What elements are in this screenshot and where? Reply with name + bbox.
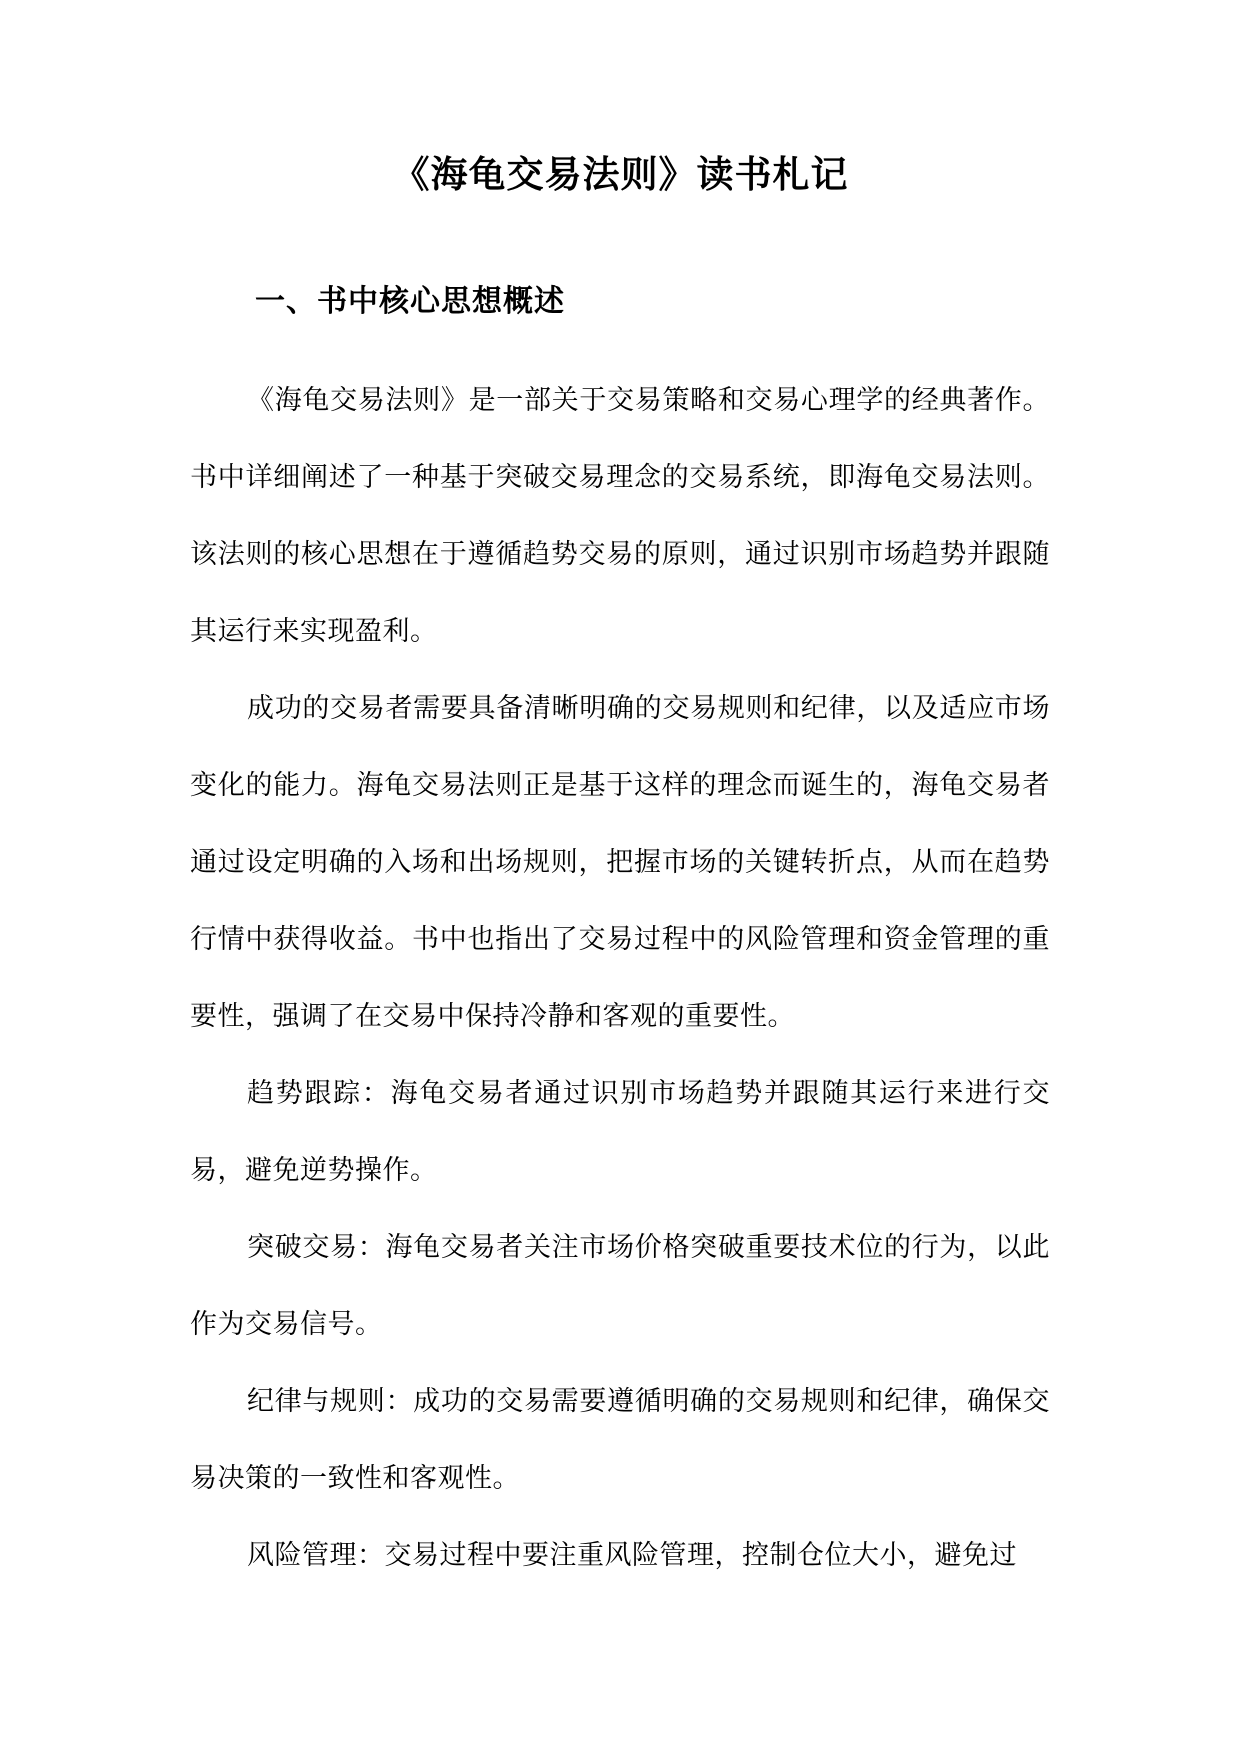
paragraph-discipline: 纪律与规则：成功的交易需要遵循明确的交易规则和纪律，确保交易决策的一致性和客观性。	[190, 1386, 1050, 1494]
paragraph-intro: 《海龟交易法则》是一部关于交易策略和交易心理学的经典著作。书中详细阐述了一种基于突破交易理念的交易系统，即海龟交易法则。该法则的核心思想在于遵循趋势交易的原则，通过识别市场趋势并跟随其运行来实现盈利。	[190, 385, 1050, 647]
paragraph-risk: 风险管理：交易过程中要注重风险管理，控制仓位大小，避免过	[247, 1540, 1017, 1571]
body-text	[190, 362, 1050, 1594]
paragraph-breakout: 突破交易：海龟交易者关注市场价格突破重要技术位的行为，以此作为交易信号。	[190, 1232, 1050, 1340]
section-heading: 一、书中核心思想概述	[255, 284, 565, 319]
page-title: 《海龟交易法则》读书札记	[392, 153, 849, 196]
paragraph-trend-following: 趋势跟踪：海龟交易者通过识别市场趋势并跟随其运行来进行交易，避免逆势操作。	[190, 1078, 1050, 1186]
paragraph-success: 成功的交易者需要具备清晰明确的交易规则和纪律，以及适应市场变化的能力。海龟交易法则正是基于这样的理念而诞生的，海龟交易者通过设定明确的入场和出场规则，把握市场的关键转折点，从而在趋势行情中获得收益。书中也指出了交易过程中的风险管理和资金管理的重要性，强调了在交易中保持冷静和客观的重要性。	[190, 693, 1050, 1032]
